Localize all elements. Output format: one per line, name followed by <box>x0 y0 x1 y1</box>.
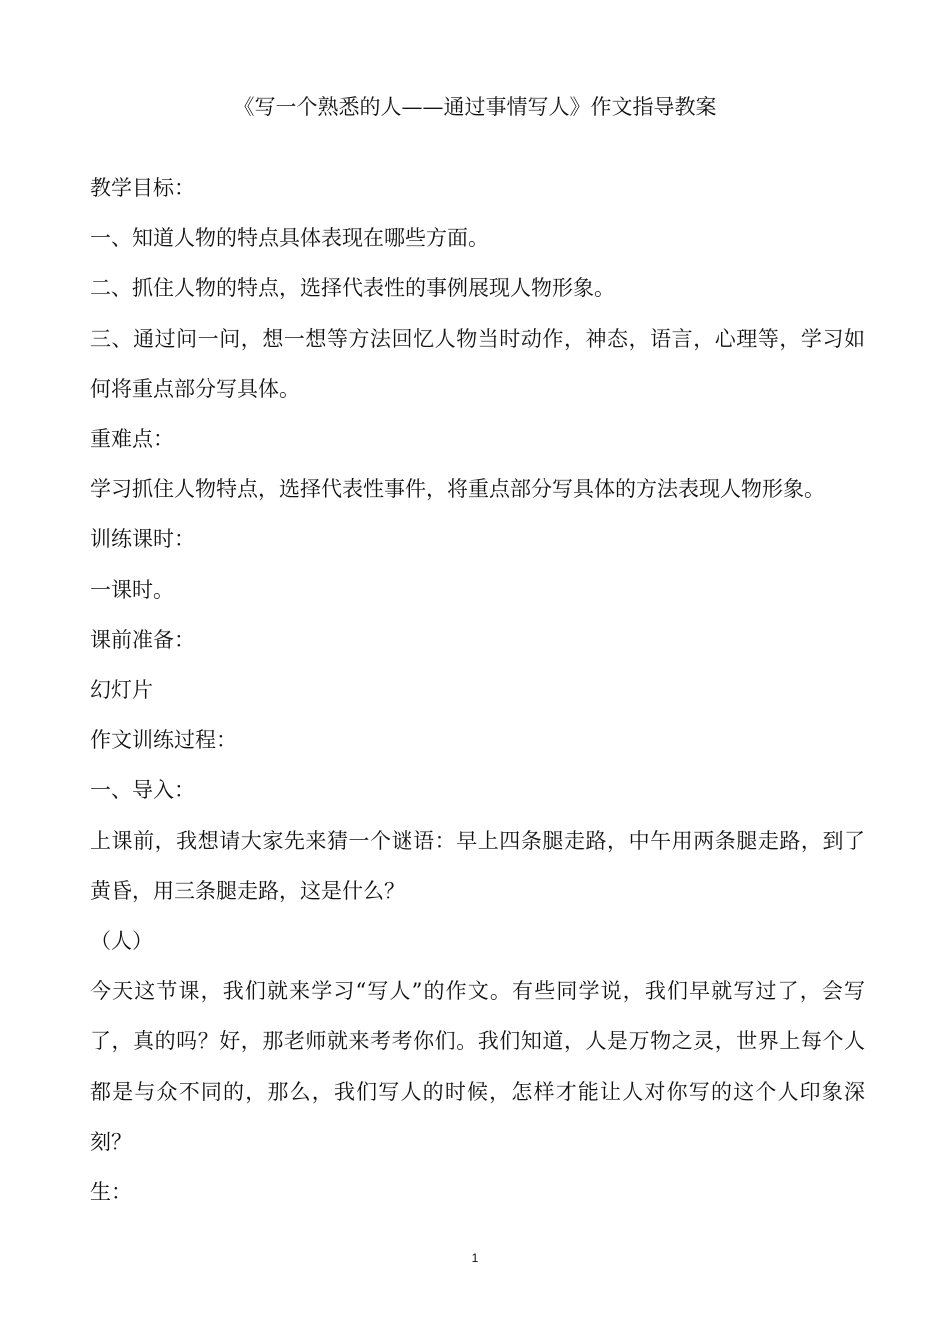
lesson-intro-paragraph: 今天这节课，我们就来学习“写人”的作文。有些同学说，我们早就写过了，会写了，真的吗？好，那老师就来考考你们。我们知道，人是万物之灵，世界上每个人都是与众不同的，那么，我们写人的时候，怎样才能让人对你写的这个人印象深刻？ <box>90 979 865 1154</box>
student-response: 生： <box>90 1180 132 1205</box>
heading-preparation: 课前准备： <box>90 627 195 652</box>
section-introduction: 一、导入： <box>90 778 195 803</box>
riddle-paragraph: 上课前，我想请大家先来猜一个谜语：早上四条腿走路，中午用两条腿走路，到了黄昏，用三条腿走路，这是什么？ <box>90 828 865 903</box>
heading-key-points: 重难点： <box>90 427 174 452</box>
goal-item-3: 三、通过问一问，想一想等方法回忆人物当时动作，神态，语言，心理等，学习如何将重点部分写具体。 <box>90 326 865 401</box>
goal-item-1: 一、知道人物的特点具体表现在哪些方面。 <box>90 226 489 251</box>
heading-class-hours: 训练课时： <box>90 527 195 552</box>
heading-teaching-goals: 教学目标： <box>90 176 195 200</box>
preparation-text: 幻灯片 <box>90 678 153 703</box>
document-title: 《写一个熟悉的人——通过事情写人》作文指导教案 <box>233 95 717 119</box>
key-points-text: 学习抓住人物特点，选择代表性事件，将重点部分写具体的方法表现人物形象。 <box>90 477 825 502</box>
page-number: 1 <box>471 1251 479 1265</box>
heading-process: 作文训练过程： <box>90 728 237 753</box>
riddle-answer: （人） <box>90 929 153 954</box>
document-body <box>90 163 865 1217</box>
class-hours-text: 一课时。 <box>90 577 174 602</box>
goal-item-2: 二、抓住人物的特点，选择代表性的事例展现人物形象。 <box>90 276 615 301</box>
